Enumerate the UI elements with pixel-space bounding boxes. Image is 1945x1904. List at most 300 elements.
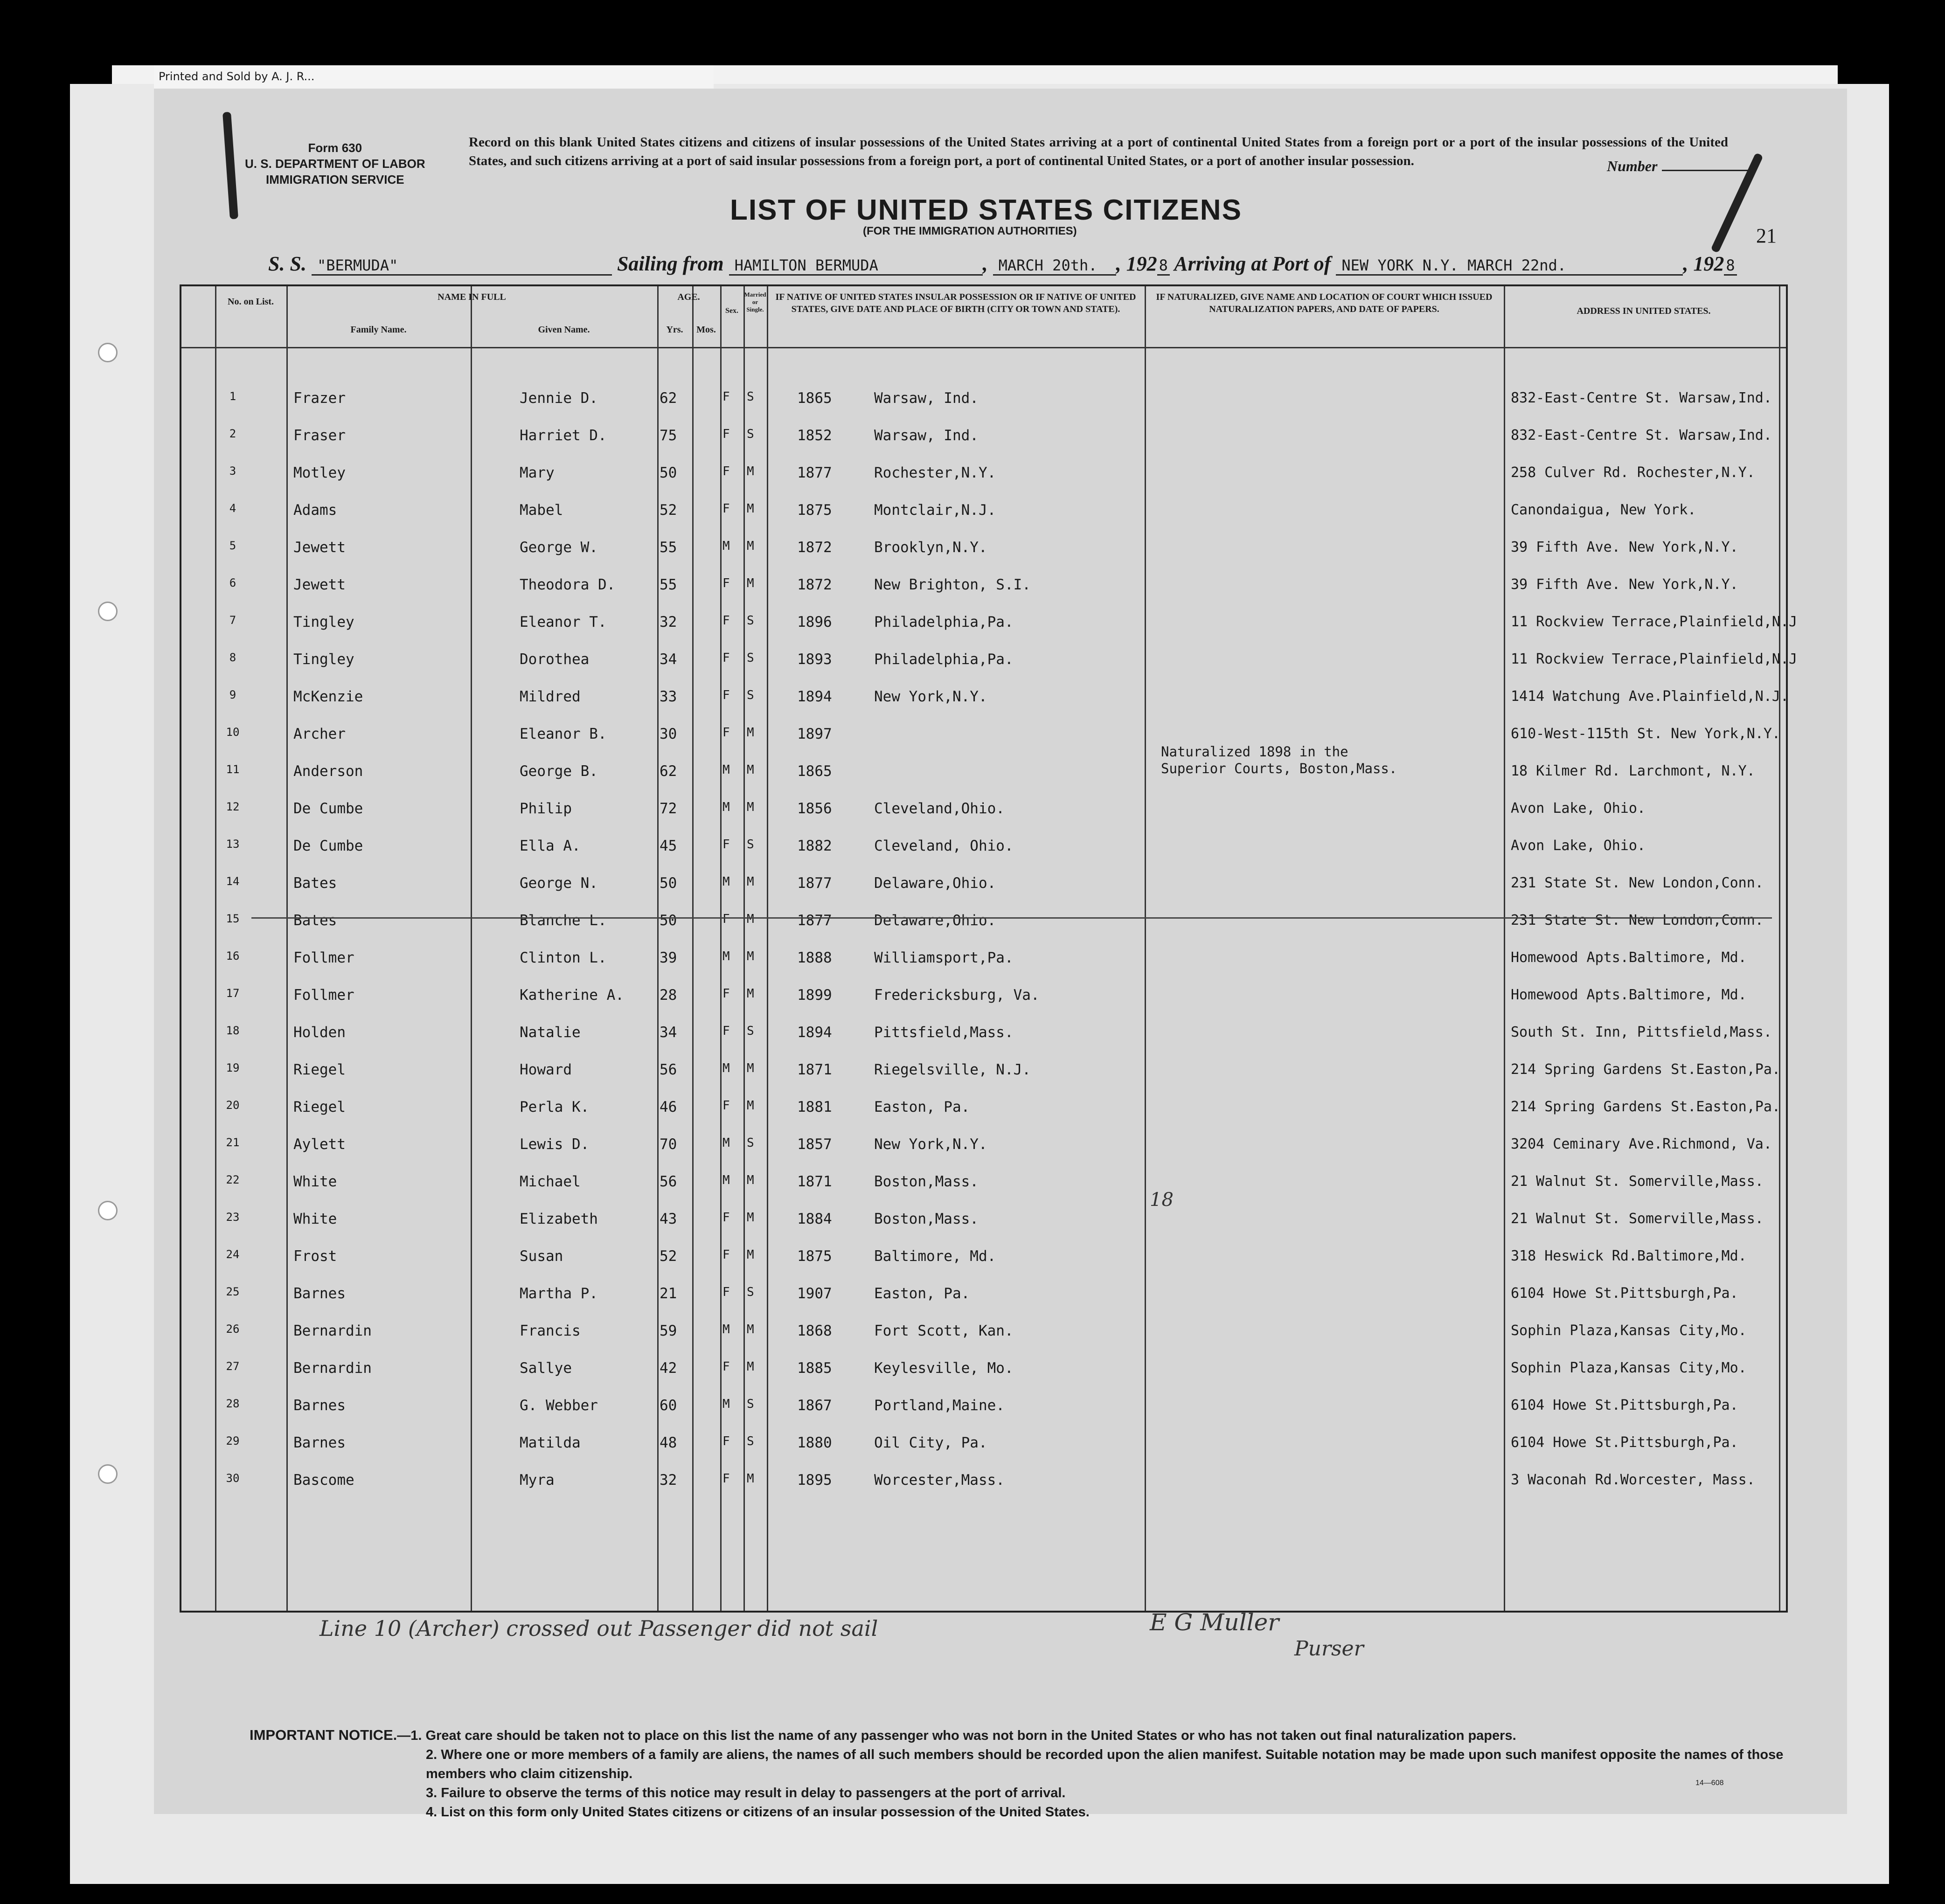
table-row: [181, 492, 1786, 529]
birth-year: 1875: [797, 1248, 832, 1265]
table-row: [181, 1163, 1786, 1200]
age-years: 30: [660, 726, 677, 742]
row-number: 16: [226, 949, 240, 962]
binder-hole: [98, 602, 118, 621]
birth-place: Easton, Pa.: [874, 1099, 970, 1115]
sailing-date: MARCH 20th.: [993, 256, 1116, 276]
row-number: 17: [226, 987, 240, 1000]
given-name: George W.: [520, 539, 598, 556]
row-number: 24: [226, 1248, 240, 1261]
table-row: [181, 1387, 1786, 1424]
given-name: Lewis D.: [520, 1136, 590, 1153]
given-name: Sallye: [520, 1360, 572, 1377]
table-row: [181, 744, 1786, 790]
family-name: Riegel: [293, 1099, 346, 1115]
family-name: Barnes: [293, 1397, 346, 1414]
birth-place: Portland,Maine.: [874, 1397, 1005, 1414]
family-name: Jewett: [293, 539, 346, 556]
family-name: Motley: [293, 464, 346, 481]
birth-year: 1884: [797, 1211, 832, 1227]
given-name: Clinton L.: [520, 949, 607, 966]
given-name: Eleanor T.: [520, 614, 607, 630]
age-years: 62: [660, 763, 677, 780]
table-row: [181, 902, 1786, 939]
given-name: Susan: [520, 1248, 563, 1265]
family-name: De Cumbe: [293, 800, 363, 817]
birth-place: Keylesville, Mo.: [874, 1360, 1014, 1377]
form-id: [245, 140, 425, 187]
birth-year: 1881: [797, 1099, 832, 1115]
family-name: Tingley: [293, 614, 354, 630]
sex: F: [722, 912, 730, 926]
family-name: Bascome: [293, 1472, 354, 1489]
family-name: Barnes: [293, 1434, 346, 1451]
sex: M: [722, 800, 730, 814]
sex: M: [722, 1322, 730, 1336]
marital-status: S: [747, 1397, 754, 1411]
age-years: 56: [660, 1173, 677, 1190]
birth-year: 1895: [797, 1472, 832, 1489]
age-years: 60: [660, 1397, 677, 1414]
birth-place: Baltimore, Md.: [874, 1248, 996, 1265]
family-name: Bates: [293, 912, 337, 929]
birth-place: Riegelsville, N.J.: [874, 1061, 1031, 1078]
given-name: Perla K.: [520, 1099, 590, 1115]
marital-status: M: [747, 800, 754, 814]
address: 21 Walnut St. Somerville,Mass.: [1511, 1173, 1764, 1190]
birth-place: Oil City, Pa.: [874, 1434, 987, 1451]
birth-place: Cleveland,Ohio.: [874, 800, 1005, 817]
binder-hole: [98, 1464, 118, 1484]
table-row: [181, 603, 1798, 641]
family-name: Riegel: [293, 1061, 346, 1078]
strike-line-10: [251, 917, 1772, 919]
age-years: 45: [660, 838, 677, 854]
manifest-form: [180, 98, 1838, 1820]
age-years: 56: [660, 1061, 677, 1078]
birth-year: 1885: [797, 1360, 832, 1377]
birth-year: 1871: [797, 1061, 832, 1078]
birth-place: Easton, Pa.: [874, 1285, 970, 1302]
sex: F: [722, 838, 730, 852]
table-row: [181, 976, 1786, 1014]
age-years: 62: [660, 390, 677, 407]
sex: F: [722, 1099, 730, 1113]
birth-year: 1877: [797, 464, 832, 481]
marital-status: M: [747, 949, 754, 963]
birth-year: 1857: [797, 1136, 832, 1153]
age-years: 39: [660, 949, 677, 966]
table-row: [181, 1126, 1786, 1163]
birth-place: Worcester,Mass.: [874, 1472, 1005, 1489]
marital-status: S: [747, 1285, 754, 1299]
address: Avon Lake, Ohio.: [1511, 838, 1646, 854]
birth-year: 1875: [797, 502, 832, 519]
birth-year: 1894: [797, 1024, 832, 1041]
sex: F: [722, 651, 730, 665]
given-name: Theodora D.: [520, 576, 616, 593]
family-name: White: [293, 1211, 337, 1227]
family-name: Frazer: [293, 390, 346, 407]
sailing-label: Sailing from: [617, 252, 724, 275]
col-married: Married or Single.: [744, 291, 766, 313]
page-number: 21: [1756, 224, 1777, 247]
address: 11 Rockview Terrace,Plainfield,N.J: [1511, 651, 1798, 667]
row-number: 14: [226, 875, 240, 888]
row-number: 10: [226, 726, 240, 739]
given-name: Harriet D.: [520, 427, 607, 444]
birth-year: 1868: [797, 1322, 832, 1339]
address: 610-West-115th St. New York,N.Y.: [1511, 726, 1780, 742]
number-blank: [1662, 170, 1755, 171]
sex: F: [722, 390, 730, 404]
given-name: Eleanor B.: [520, 726, 607, 742]
sex: M: [722, 763, 730, 777]
form-number: Form 630: [308, 141, 362, 155]
row-number: 29: [226, 1434, 240, 1447]
family-name: Aylett: [293, 1136, 346, 1153]
pencil-mark: [222, 112, 238, 220]
birth-year: 1882: [797, 838, 832, 854]
sex: F: [722, 1248, 730, 1262]
marital-status: S: [747, 427, 754, 441]
family-name: Follmer: [293, 949, 354, 966]
birth-year: 1880: [797, 1434, 832, 1451]
marital-status: S: [747, 390, 754, 404]
birth-year: 1871: [797, 1173, 832, 1190]
age-years: 32: [660, 614, 677, 630]
address: 832-East-Centre St. Warsaw,Ind.: [1511, 390, 1772, 406]
row-number: 8: [229, 651, 236, 664]
family-name: Tingley: [293, 651, 354, 668]
given-name: Matilda: [520, 1434, 581, 1451]
given-name: Blanche L.: [520, 912, 607, 929]
notice-item-1: —1. Great care should be taken not to place on this list the name of any passenger who was not born in the United States or who has not taken out final naturalization papers.: [397, 1728, 1516, 1743]
page-title: LIST OF UNITED STATES CITIZENS: [730, 194, 1242, 226]
table-row: [181, 1088, 1786, 1126]
col-naturalized: IF NATURALIZED, GIVE NAME AND LOCATION OF COURT WHICH ISSUED NATURALIZATION PAPERS, AND DATE OF PAPERS.: [1156, 292, 1493, 314]
given-name: Howard: [520, 1061, 572, 1078]
row-number: 11: [226, 763, 240, 776]
birth-year: 1865: [797, 763, 832, 780]
birth-place: Boston,Mass.: [874, 1211, 979, 1227]
birth-year: 1877: [797, 912, 832, 929]
given-name: Myra: [520, 1472, 555, 1489]
table-row: [181, 1051, 1786, 1088]
family-name: Archer: [293, 726, 346, 742]
sex: F: [722, 726, 730, 740]
row-number: 9: [229, 688, 236, 701]
family-name: Anderson: [293, 763, 363, 780]
birth-year: 1852: [797, 427, 832, 444]
handwritten-note: Line 10 (Archer) crossed out Passenger did not sail: [320, 1616, 878, 1641]
marital-status: S: [747, 1136, 754, 1150]
col-no: No. on List.: [228, 297, 274, 307]
naturalization: Naturalized 1898 in the Superior Courts, Boston,Mass.: [1161, 744, 1397, 776]
table-row: [181, 865, 1786, 902]
col-birth: IF NATIVE OF UNITED STATES INSULAR POSSESSION OR IF NATIVE OF UNITED STATES, GIVE DATE AND PLACE OF BIRTH (CITY OR TOWN AND STATE).: [775, 292, 1136, 314]
age-years: 34: [660, 651, 677, 668]
age-years: 70: [660, 1136, 677, 1153]
age-years: 50: [660, 464, 677, 481]
col-mos: Mos.: [696, 325, 716, 335]
sex: M: [722, 1136, 730, 1150]
year-prefix: 192: [1693, 252, 1724, 275]
margin-mark: 18: [1150, 1189, 1174, 1211]
marital-status: M: [747, 502, 754, 516]
row-number: 15: [226, 912, 240, 925]
birth-year: 1893: [797, 651, 832, 668]
address: 11 Rockview Terrace,Plainfield,N.J: [1511, 614, 1798, 630]
family-name: Fraser: [293, 427, 346, 444]
sex: F: [722, 688, 730, 702]
address: 6104 Howe St.Pittsburgh,Pa.: [1511, 1397, 1738, 1413]
sex: M: [722, 949, 730, 963]
sex: F: [722, 427, 730, 441]
age-years: 52: [660, 502, 677, 519]
row-number: 23: [226, 1211, 240, 1224]
family-name: Bates: [293, 875, 337, 892]
marital-status: M: [747, 1173, 754, 1187]
birth-year: 1865: [797, 390, 832, 407]
sex: F: [722, 1434, 730, 1448]
given-name: G. Webber: [520, 1397, 598, 1414]
table-row: [181, 1312, 1786, 1350]
given-name: George B.: [520, 763, 598, 780]
age-years: 50: [660, 875, 677, 892]
address: 318 Heswick Rd.Baltimore,Md.: [1511, 1248, 1747, 1264]
address: 18 Kilmer Rd. Larchmont, N.Y.: [1511, 763, 1755, 779]
sex: F: [722, 987, 730, 1001]
birth-place: Rochester,N.Y.: [874, 464, 996, 481]
birth-place: Williamsport,Pa.: [874, 949, 1014, 966]
birth-year: 1867: [797, 1397, 832, 1414]
col-yrs: Yrs.: [666, 325, 683, 335]
row-number: 12: [226, 800, 240, 813]
given-name: Dorothea: [520, 651, 590, 668]
address: 39 Fifth Ave. New York,N.Y.: [1511, 539, 1738, 555]
table-row: [181, 1424, 1786, 1461]
row-number: 4: [229, 502, 236, 515]
birth-year: 1888: [797, 949, 832, 966]
address: 21 Walnut St. Somerville,Mass.: [1511, 1211, 1764, 1227]
given-name: Michael: [520, 1173, 581, 1190]
marital-status: M: [747, 987, 754, 1001]
birth-place: Fort Scott, Kan.: [874, 1322, 1014, 1339]
age-years: 55: [660, 576, 677, 593]
birth-year: 1899: [797, 987, 832, 1004]
given-name: Mary: [520, 464, 555, 481]
address: 832-East-Centre St. Warsaw,Ind.: [1511, 427, 1772, 443]
family-name: Adams: [293, 502, 337, 519]
col-address: ADDRESS IN UNITED STATES.: [1577, 306, 1711, 316]
notice-lead: IMPORTANT NOTICE.: [250, 1727, 397, 1743]
row-number: 19: [226, 1061, 240, 1074]
age-years: 48: [660, 1434, 677, 1451]
given-name: Elizabeth: [520, 1211, 598, 1227]
age-years: 72: [660, 800, 677, 817]
birth-place: Cleveland, Ohio.: [874, 838, 1014, 854]
birth-year: 1907: [797, 1285, 832, 1302]
family-name: Bernardin: [293, 1360, 372, 1377]
marital-status: M: [747, 1099, 754, 1113]
row-number: 7: [229, 614, 236, 627]
col-given-name: Given Name.: [538, 325, 590, 335]
passenger-table: [180, 284, 1798, 1613]
marital-status: M: [747, 726, 754, 740]
marital-status: M: [747, 875, 754, 889]
address: 39 Fifth Ave. New York,N.Y.: [1511, 576, 1738, 593]
birth-place: New Brighton, S.I.: [874, 576, 1031, 593]
sex: F: [722, 1285, 730, 1299]
table-row: [181, 939, 1786, 976]
marital-status: S: [747, 838, 754, 852]
table-row: [181, 1275, 1786, 1312]
given-name: Natalie: [520, 1024, 581, 1041]
sex: F: [722, 502, 730, 516]
row-number: 18: [226, 1024, 240, 1037]
sailing-port: HAMILTON BERMUDA: [729, 256, 983, 276]
marital-status: M: [747, 1248, 754, 1262]
address: Sophin Plaza,Kansas City,Mo.: [1511, 1322, 1747, 1339]
arrival-port-date: NEW YORK N.Y. MARCH 22nd.: [1336, 256, 1683, 276]
birth-place: Montclair,N.J.: [874, 502, 996, 519]
age-years: 28: [660, 987, 677, 1004]
marital-status: M: [747, 1211, 754, 1225]
sex: F: [722, 1472, 730, 1486]
birth-place: Delaware,Ohio.: [874, 912, 996, 929]
address: 3204 Ceminary Ave.Richmond, Va.: [1511, 1136, 1772, 1152]
address: 6104 Howe St.Pittsburgh,Pa.: [1511, 1434, 1738, 1451]
address: Sophin Plaza,Kansas City,Mo.: [1511, 1360, 1747, 1376]
page-subtitle: (FOR THE IMMIGRATION AUTHORITIES): [863, 225, 1077, 237]
address: 214 Spring Gardens St.Easton,Pa.: [1511, 1061, 1780, 1078]
ship-name: "BERMUDA": [312, 256, 612, 276]
family-name: De Cumbe: [293, 838, 363, 854]
year-digit: 8: [1724, 256, 1737, 276]
family-name: Holden: [293, 1024, 346, 1041]
sex: M: [722, 1397, 730, 1411]
age-years: 21: [660, 1285, 677, 1302]
table-row: [181, 678, 1789, 715]
notice-item-4: 4. List on this form only United States citizens or citizens of an insular possession of the United States.: [426, 1805, 1090, 1820]
marital-status: M: [747, 539, 754, 553]
birth-place: Warsaw, Ind.: [874, 390, 979, 407]
marital-status: M: [747, 576, 754, 590]
sex: F: [722, 1211, 730, 1225]
age-years: 55: [660, 539, 677, 556]
marital-status: S: [747, 1024, 754, 1038]
address: 214 Spring Gardens St.Easton,Pa.: [1511, 1099, 1780, 1115]
birth-place: Philadelphia,Pa.: [874, 614, 1014, 630]
row-number: 13: [226, 838, 240, 851]
sex: M: [722, 539, 730, 553]
table-row: [181, 417, 1786, 454]
notice-item-3: 3. Failure to observe the terms of this notice may result in delay to passengers at the port of arrival.: [426, 1786, 1066, 1800]
purser-signature: E G Muller: [1150, 1609, 1279, 1636]
sex: F: [722, 576, 730, 590]
family-name: Bernardin: [293, 1322, 372, 1339]
row-number: 26: [226, 1322, 240, 1336]
row-number: 27: [226, 1360, 240, 1373]
number-label: Number: [1607, 158, 1658, 174]
row-number: 2: [229, 427, 236, 440]
birth-place: Delaware,Ohio.: [874, 875, 996, 892]
col-age: AGE.: [677, 292, 700, 302]
given-name: Ella A.: [520, 838, 581, 854]
row-number: 1: [229, 390, 236, 403]
row-number: 22: [226, 1173, 240, 1186]
row-number: 20: [226, 1099, 240, 1112]
age-years: 33: [660, 688, 677, 705]
age-years: 52: [660, 1248, 677, 1265]
birth-place: Pittsfield,Mass.: [874, 1024, 1014, 1041]
given-name: Francis: [520, 1322, 581, 1339]
number-field: [1607, 158, 1755, 175]
given-name: Mabel: [520, 502, 563, 519]
row-number: 6: [229, 576, 236, 589]
address: Homewood Apts.Baltimore, Md.: [1511, 987, 1747, 1003]
birth-year: 1872: [797, 576, 832, 593]
address: 6104 Howe St.Pittsburgh,Pa.: [1511, 1285, 1738, 1302]
marital-status: M: [747, 1360, 754, 1374]
given-name: Mildred: [520, 688, 581, 705]
family-name: Follmer: [293, 987, 354, 1004]
marital-status: M: [747, 1322, 754, 1336]
address: Homewood Apts.Baltimore, Md.: [1511, 949, 1747, 966]
address: Canondaigua, New York.: [1511, 502, 1696, 518]
sex: F: [722, 1360, 730, 1374]
year-digit: 8: [1157, 256, 1170, 276]
purser-title: Purser: [1294, 1637, 1364, 1661]
table-row: [181, 454, 1786, 492]
marital-status: M: [747, 464, 754, 478]
address: 1414 Watchung Ave.Plainfield,N.J.: [1511, 688, 1789, 705]
voyage-line: S. S. "BERMUDA" Sailing from HAMILTON BERMUDA , MARCH 20th. , 192 8 Arriving at Port of NEW YORK N.Y. MARCH 22nd. , 192 8: [268, 252, 1737, 276]
notice-item-2: 2. Where one or more members of a family are aliens, the names of all such members should be recorded upon the alien manifest. Suitable notation may be made upon such manifest opposite the names of those members who claim citizenship.: [426, 1747, 1784, 1781]
age-years: 50: [660, 912, 677, 929]
age-years: 42: [660, 1360, 677, 1377]
sex: F: [722, 614, 730, 628]
row-number: 28: [226, 1397, 240, 1410]
birth-year: 1877: [797, 875, 832, 892]
table-row: [181, 566, 1786, 603]
marital-status: S: [747, 614, 754, 628]
age-years: 32: [660, 1472, 677, 1489]
marital-status: S: [747, 688, 754, 702]
department: U. S. DEPARTMENT OF LABOR: [245, 157, 425, 171]
col-name-in-full: NAME IN FULL: [438, 292, 506, 302]
birth-year: 1856: [797, 800, 832, 817]
address: 231 State St. New London,Conn.: [1511, 875, 1764, 891]
family-name: Barnes: [293, 1285, 346, 1302]
marital-status: M: [747, 763, 754, 777]
age-years: 34: [660, 1024, 677, 1041]
marital-status: S: [747, 1434, 754, 1448]
birth-place: Brooklyn,N.Y.: [874, 539, 987, 556]
printer-strip: Printed and Sold by A. J. R...: [154, 65, 714, 89]
address: Avon Lake, Ohio.: [1511, 800, 1646, 817]
sex: M: [722, 875, 730, 889]
birth-year: 1894: [797, 688, 832, 705]
row-number: 30: [226, 1472, 240, 1485]
table-row: [181, 827, 1786, 865]
birth-place: Fredericksburg, Va.: [874, 987, 1040, 1004]
marital-status: M: [747, 1472, 754, 1486]
binder-hole: [98, 343, 118, 362]
given-name: Jennie D.: [520, 390, 598, 407]
table-row: [181, 715, 1786, 753]
